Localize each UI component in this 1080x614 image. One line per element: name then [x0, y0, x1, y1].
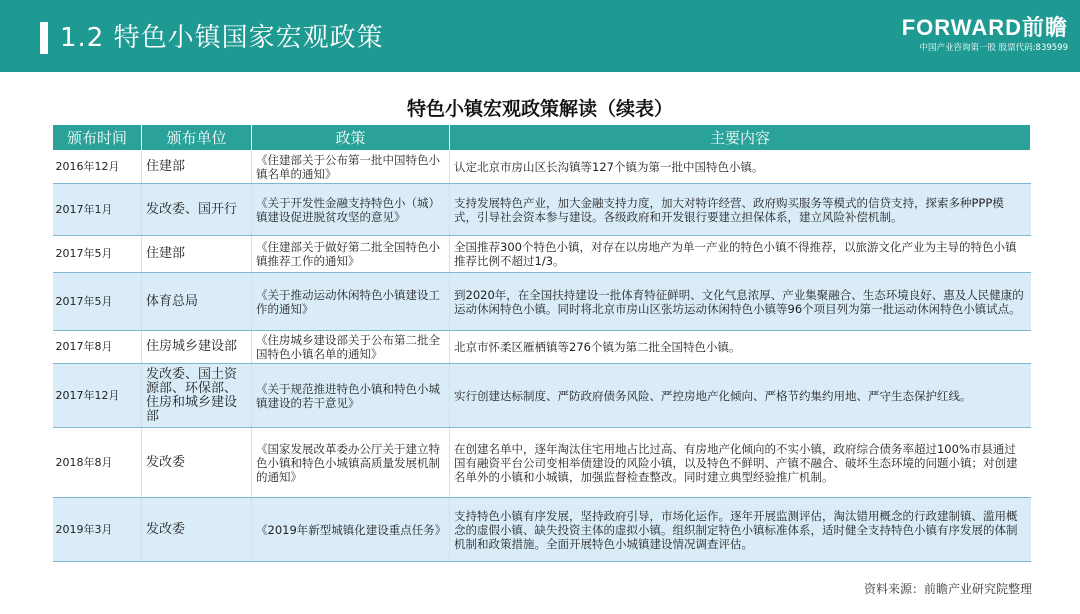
cell-unit: 发改委、国开行	[142, 184, 252, 236]
cell-content: 北京市怀柔区雁栖镇等276个镇为第二批全国特色小镇。	[450, 331, 1031, 364]
policy-table	[52, 124, 1031, 562]
cell-policy: 《住房城乡建设部关于公布第二批全国特色小镇名单的通知》	[252, 331, 450, 364]
cell-policy: 《关于推动运动休闲特色小镇建设工作的通知》	[252, 273, 450, 331]
cell-unit: 体育总局	[142, 273, 252, 331]
table-title: 特色小镇宏观政策解读（续表）	[406, 98, 673, 120]
table-row	[53, 236, 1031, 273]
table-row	[53, 331, 1031, 364]
cell-unit: 发改委	[142, 428, 252, 498]
table-row	[53, 498, 1031, 562]
column-header-time: 颁布时间	[53, 125, 142, 151]
table-row	[53, 364, 1031, 428]
cell-policy: 《关于规范推进特色小镇和特色小城镇建设的若干意见》	[252, 364, 450, 428]
forward-logo	[902, 16, 1068, 54]
page-title: 1.2 特色小镇国家宏观政策	[60, 23, 384, 53]
cell-content: 实行创建达标制度、严防政府债务风险、严控房地产化倾向、严格节约集约用地、严守生态保护红线。	[450, 364, 1031, 428]
cell-time: 2017年8月	[53, 331, 142, 364]
cell-unit: 住建部	[142, 151, 252, 184]
cell-unit: 发改委、国土资源部、环保部、住房和城乡建设部	[142, 364, 252, 428]
column-header-policy: 政策	[252, 125, 450, 151]
column-header-unit: 颁布单位	[142, 125, 252, 151]
cell-unit: 发改委	[142, 498, 252, 562]
cell-unit: 住房城乡建设部	[142, 331, 252, 364]
cell-content: 到2020年，在全国扶持建设一批体育特征鲜明、文化气息浓厚、产业集聚融合、生态环境良好、惠及人民健康的运动休闲特色小镇。同时将北京市房山区张坊运动休闲特色小镇等96个项目列为第一批运动休闲特色小镇试点。	[450, 273, 1031, 331]
cell-policy: 《2019年新型城镇化建设重点任务》	[252, 498, 450, 562]
cell-unit: 住建部	[142, 236, 252, 273]
logo-tagline: 中国产业咨询第一股 股票代码:839599	[919, 43, 1068, 53]
cell-time: 2018年8月	[53, 428, 142, 498]
cell-policy: 《住建部关于公布第一批中国特色小镇名单的通知》	[252, 151, 450, 184]
header-accent-bar	[40, 22, 48, 54]
column-header-content: 主要内容	[450, 125, 1031, 151]
cell-policy: 《住建部关于做好第二批全国特色小镇推荐工作的通知》	[252, 236, 450, 273]
cell-time: 2017年5月	[53, 273, 142, 331]
table-row	[53, 428, 1031, 498]
logo-wordmark: FORWARD前瞻	[901, 15, 1068, 40]
cell-time: 2017年5月	[53, 236, 142, 273]
table-row	[53, 273, 1031, 331]
table-row	[53, 151, 1031, 184]
cell-content: 认定北京市房山区长沟镇等127个镇为第一批中国特色小镇。	[450, 151, 1031, 184]
cell-content: 支持发展特色产业，加大金融支持力度，加大对特许经营、政府购买服务等模式的信贷支持，探索多种PPP模式，引导社会资本参与建设。各级政府和开发银行要建立担保体系，建立风险补偿机制。	[450, 184, 1031, 236]
table-header-row	[53, 125, 1031, 151]
cell-time: 2017年1月	[53, 184, 142, 236]
cell-time: 2016年12月	[53, 151, 142, 184]
source-note: 资料来源：前瞻产业研究院整理	[863, 582, 1032, 596]
cell-policy: 《关于开发性金融支持特色小（城）镇建设促进脱贫攻坚的意见》	[252, 184, 450, 236]
header-banner	[0, 0, 1080, 72]
cell-time: 2019年3月	[53, 498, 142, 562]
cell-content: 支持特色小镇有序发展，坚持政府引导，市场化运作。逐年开展监测评估，淘汰错用概念的行政建制镇、滥用概念的虚假小镇、缺失投资主体的虚拟小镇。组织制定特色小镇标准体系，适时健全支持特色小镇有序发展的体制机制和政策措施。全面开展特色小城镇建设情况调查评估。	[450, 498, 1031, 562]
cell-content: 在创建名单中，逐年淘汰住宅用地占比过高、有房地产化倾向的不实小镇，政府综合债务率超过100%市县通过国有融资平台公司变相举债建设的风险小镇，以及特色不鲜明、产镇不融合、破坏生态环境的问题小镇；对创建名单外的小镇和小城镇，加强监督检查整改。同时建立典型经验推广机制。	[450, 428, 1031, 498]
cell-policy: 《国家发展改革委办公厅关于建立特色小镇和特色小城镇高质量发展机制的通知》	[252, 428, 450, 498]
cell-content: 全国推荐300个特色小镇，对存在以房地产为单一产业的特色小镇不得推荐，以旅游文化产业为主导的特色小镇推荐比例不超过1/3。	[450, 236, 1031, 273]
table-row	[53, 184, 1031, 236]
cell-time: 2017年12月	[53, 364, 142, 428]
